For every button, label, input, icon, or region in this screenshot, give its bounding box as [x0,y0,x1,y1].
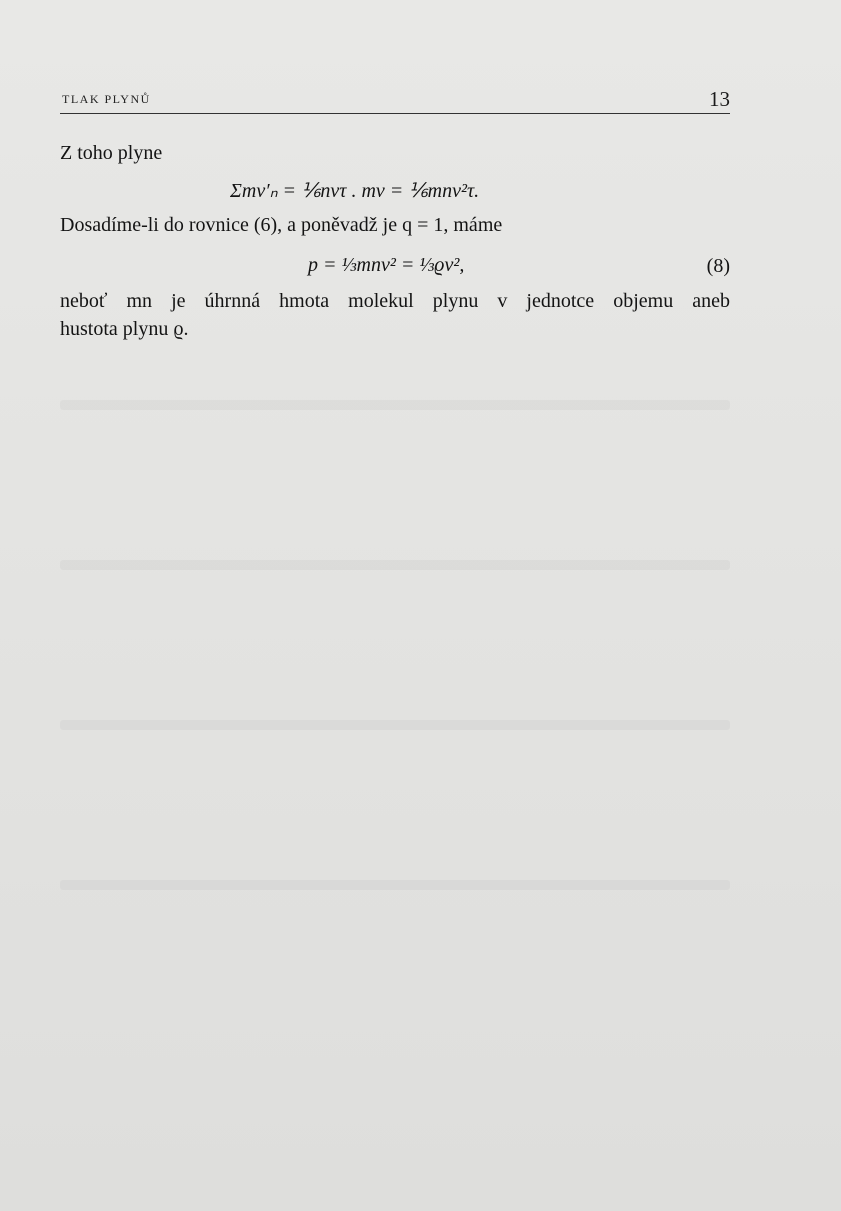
running-head-title: TLAK PLYNŮ [62,92,151,106]
show-through-decoration [60,880,730,890]
show-through-decoration [60,720,730,730]
show-through-decoration [60,400,730,410]
running-head [62,89,730,109]
explanation-line-1: neboť mn je úhrnná hmota molekul plynu v jednotce objemu aneb [60,290,730,312]
equation-1: Σmv′ₙ = ⅙nvτ . mv = ⅙mnv²τ. [230,180,480,202]
page-number: 13 [709,87,730,111]
explanation-line-2: hustota plynu ϱ. [60,318,189,340]
show-through-decoration [60,560,730,570]
equation-number: (8) [706,255,730,277]
equation-2: p = ⅓mnv² = ⅓ϱv², [308,254,465,276]
substitution-line: Dosadíme-li do rovnice (6), a poněvadž je q = 1, máme [60,214,503,236]
header-rule [60,113,730,114]
intro-line: Z toho plyne [60,142,163,164]
